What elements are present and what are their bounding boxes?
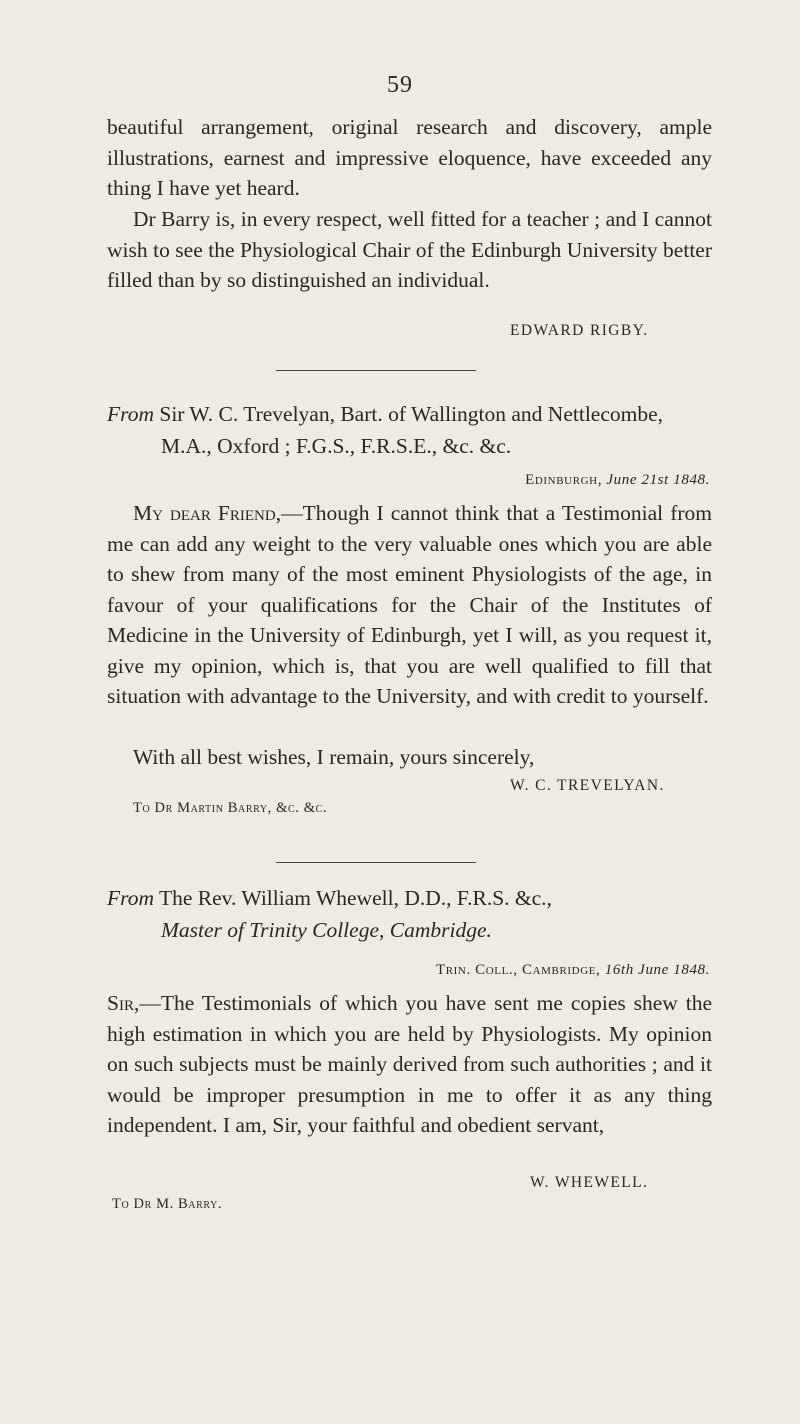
paragraph-rigby-end: beautiful arrangement, original research and discovery, ample illustrations, earnest and impressive eloquence, have exceeded any thing I have yet heard. (107, 115, 712, 200)
signature-whewell: W. WHEWELL. (530, 1174, 649, 1191)
date-place: Trin. Coll., Cambridge, (435, 962, 601, 978)
heading-from-trevelyan (107, 398, 712, 462)
salutation: My dear Friend, (133, 501, 282, 525)
body-text: —Though I cannot think that a Testimonial from me can add any weight to the very valuable ones which you are able to shew from many of the most eminent Physiologists of the age, in favour of your qualifications for the Chair of the Institutes of Medicine in the University of Edinburgh, yet I will, as you request it, give my opinion, which is, that you are well qualified to fill that situation with advantage to the University, and with credit to yourself. (107, 501, 712, 708)
page-number: 59 (387, 72, 413, 98)
body-text: —The Testimonials of which you have sent me copies shew the high estimation in which you are held by Physiologists. My opinion on such subjects must be mainly derived from such authorities ; and it would be improper presumption in me to offer it as any thing independent. I am, Sir, your faithful and obedient servant, (107, 991, 712, 1137)
signature-trevelyan: W. C. TREVELYAN. (510, 777, 665, 794)
salutation: Sir, (107, 991, 140, 1015)
dateline-trevelyan (525, 472, 710, 489)
date: 16th June 1848. (604, 962, 710, 978)
from-label: From (107, 402, 154, 426)
addressee-whewell: To Dr M. Barry. (112, 1196, 223, 1212)
heading-from-whewell (107, 882, 712, 946)
signature-rigby: EDWARD RIGBY. (510, 322, 649, 339)
letter-closing-trevelyan: With all best wishes, I remain, yours sincerely, (133, 745, 535, 769)
sender-whewell: The Rev. William Whewell, D.D., F.R.S. &c., (158, 886, 552, 910)
from-label: From (107, 886, 154, 910)
paragraph-rigby-recommendation: Dr Barry is, in every respect, well fitted for a teacher ; and I cannot wish to see the Physiological Chair of the Edinburgh University better filled than by so distinguished an individual. (107, 207, 712, 292)
sender-trevelyan: Sir W. C. Trevelyan, Bart. of Wallington and Nettlecombe, M.A., Oxford ; F.G.S., F.R.S.E., &c. &c. (159, 402, 664, 458)
sender-title: Master of Trinity College, Cambridge. (161, 918, 492, 942)
section-divider (276, 370, 476, 371)
addressee-trevelyan: To Dr Martin Barry, &c. &c. (133, 800, 328, 816)
date-place: Edinburgh, (525, 472, 603, 488)
section-divider (276, 862, 476, 863)
letter-body-whewell (107, 988, 712, 1141)
letter-body-trevelyan (107, 498, 712, 712)
date: June 21st 1848. (606, 472, 710, 488)
dateline-whewell (436, 962, 710, 979)
